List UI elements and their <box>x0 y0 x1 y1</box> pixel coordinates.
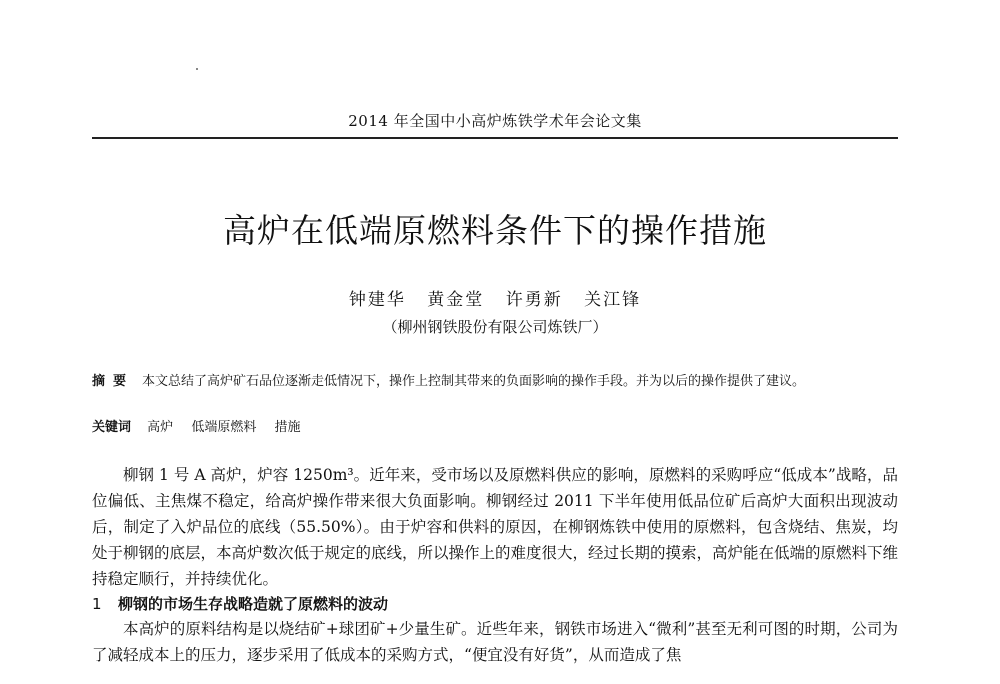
body-text <box>92 462 898 668</box>
paper-title: 高炉在低端原燃料条件下的操作措施 <box>223 211 767 250</box>
section-heading <box>92 592 898 616</box>
header-rule <box>92 137 898 139</box>
author-name: 关江锋 <box>584 290 642 310</box>
affiliation: （柳州钢铁股份有限公司炼铁厂） <box>382 318 608 336</box>
abstract-label: 摘要 <box>92 374 135 389</box>
author-name: 黄金堂 <box>427 290 485 310</box>
keyword: 低端原燃料 <box>191 420 257 435</box>
author-list <box>92 285 898 310</box>
scan-speck <box>196 68 198 70</box>
running-header: 2014 年全国中小高炉炼铁学术年会论文集 <box>348 112 642 130</box>
section-number: 1 <box>92 595 102 613</box>
author-name: 许勇新 <box>505 290 563 310</box>
section-title: 柳钢的市场生存战略造就了原燃料的波动 <box>118 595 389 613</box>
keyword: 措施 <box>274 420 301 435</box>
abstract <box>92 371 898 393</box>
abstract-text: 本文总结了高炉矿石品位逐渐走低情况下，操作上控制其带来的负面影响的操作手段。并为以后的操作提供了建议。 <box>142 374 806 389</box>
keywords-label: 关键词 <box>92 420 132 435</box>
body-paragraph: 本高炉的原料结构是以烧结矿+球团矿+少量生矿。近些年来，钢铁市场进入“微利”甚至无利可图的时期，公司为了减轻成本上的压力，逐步采用了低成本的采购方式，“便宜没有好货”，从而造成了焦 <box>92 620 898 664</box>
body-paragraph: 柳钢 1 号 A 高炉，炉容 1250m³。近年来，受市场以及原燃料供应的影响，原燃料的采购呼应“低成本”战略，品位偏低、主焦煤不稳定，给高炉操作带来很大负面影响。柳钢经过 2011 下半年使用低品位矿后高炉大面积出现波动后，制定了入炉品位的底线（55.50%）。由于炉容和供料的原因，在柳钢炼铁中使用的原燃料，包含烧结、焦炭，均处于柳钢的底层，本高炉数次低于规定的底线，所以操作上的难度很大，经过长期的摸索，高炉能在低端的原燃料下维持稳定顺行，并持续优化。 <box>92 466 899 588</box>
author-name: 钟建华 <box>348 290 406 310</box>
keyword: 高炉 <box>147 420 174 435</box>
keywords <box>92 417 898 439</box>
